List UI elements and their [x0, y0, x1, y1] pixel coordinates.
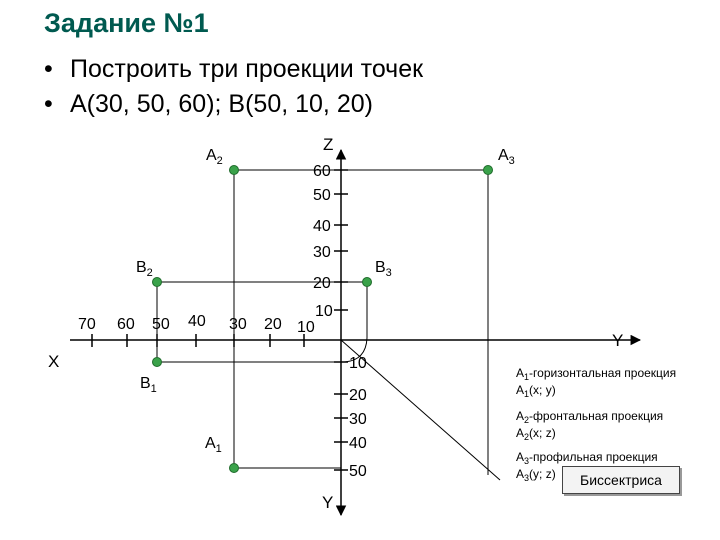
point-b2 [153, 278, 162, 287]
y-tick-label: 40 [349, 435, 367, 452]
x-tick-label: 50 [152, 316, 170, 333]
y-tick-label: 30 [349, 411, 367, 428]
label-b1: $B_1$ [140, 375, 157, 395]
y-axis-down-label: Y [322, 493, 334, 512]
note-a1-coords: $A_1(x$; y) [516, 383, 556, 399]
bisector-label-box: Биссектриса [562, 466, 680, 494]
task-item-text: А(30, 50, 60); В(50, 10, 20) [70, 90, 373, 118]
x-tick-label: 20 [264, 316, 282, 333]
z-tick-label: 50 [313, 187, 331, 204]
z-tick-label: 60 [313, 163, 331, 180]
bullet-dot: • [44, 90, 53, 118]
label-a2: $A_2$ [206, 147, 223, 167]
x-tick-label: 70 [78, 316, 96, 333]
note-a3-title: $A_3$-профильная проекция [516, 450, 658, 466]
point-a2 [230, 166, 239, 175]
label-a1: $A_1$ [205, 435, 222, 455]
point-a1 [230, 464, 239, 473]
point-b1 [153, 358, 162, 367]
z-tick-label: 30 [313, 244, 331, 261]
task-item-text: Построить три проекции точек [70, 55, 424, 83]
x-axis-label: X [48, 352, 60, 371]
x-tick-label: 40 [188, 313, 206, 330]
x-tick-label: 30 [229, 316, 247, 333]
note-a2-coords: $A_2(x$; z) [516, 426, 556, 442]
label-a3: $A_3$ [498, 147, 515, 167]
y-tick-label: 20 [349, 387, 367, 404]
x-tick-label: 60 [117, 316, 135, 333]
z-tick-label: 40 [313, 218, 331, 235]
z-tick-label: 10 [315, 303, 333, 320]
y-tick-label: 10 [349, 355, 367, 372]
bullet-dot: • [44, 55, 53, 83]
y-tick-label: 50 [349, 463, 367, 480]
label-b3: $B_3$ [375, 259, 392, 279]
x-tick-label: 10 [297, 319, 315, 336]
note-a2-title: $A_2$-фронтальная проекция [516, 409, 664, 425]
point-b3 [363, 278, 372, 287]
slide-title: Задание №1 [44, 8, 209, 38]
y-axis-right-label: Y [612, 331, 624, 350]
point-a3 [484, 166, 493, 175]
z-axis-label: Z [323, 135, 334, 154]
note-a1-title: $A_1$-горизонтальная проекция [516, 366, 677, 382]
label-b2: $B_2$ [136, 259, 153, 279]
z-tick-label: 20 [313, 275, 331, 292]
note-a3-coords: $A_3(y$; z) [516, 467, 556, 483]
